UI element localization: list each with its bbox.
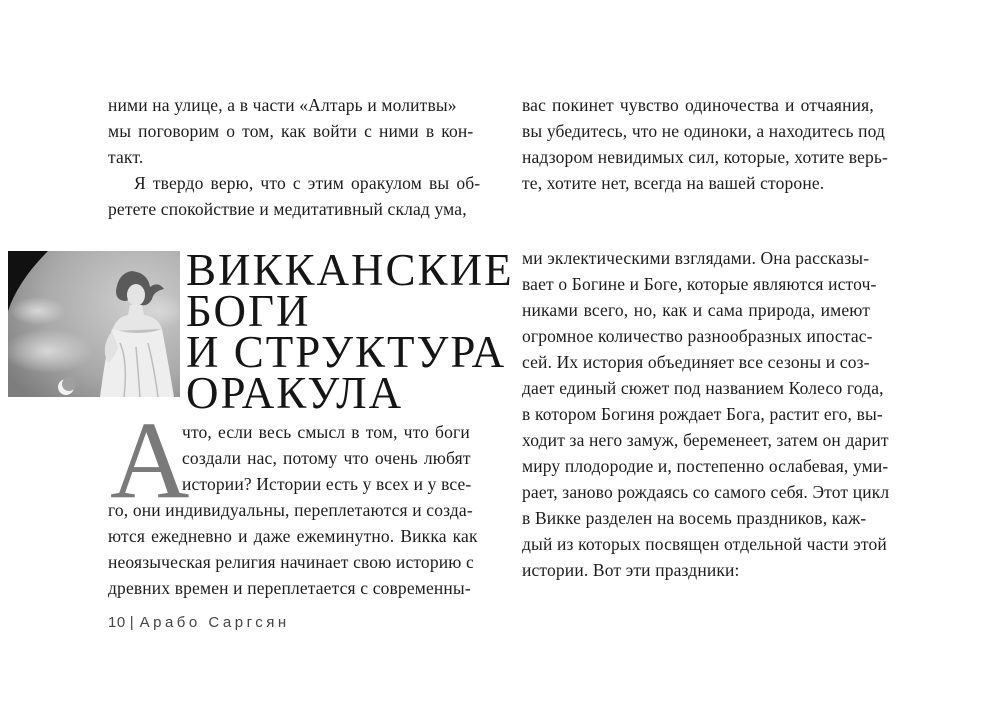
- text-line: вас покинет чувство одиночества и отчаяния,: [522, 95, 874, 115]
- text-line: истории? Истории есть у всех и у все-: [182, 474, 472, 494]
- text-line: ходит за него замуж, беременеет, затем он дарит: [522, 430, 889, 450]
- heading-line: ОРАКУЛА: [186, 368, 404, 418]
- drop-cap: А: [110, 399, 190, 521]
- page-number: 10: [108, 614, 126, 631]
- text-line: ретете спокойствие и медитативный склад ума,: [108, 199, 467, 219]
- text-line: такт.: [108, 147, 144, 167]
- text-line: ются ежедневно и даже ежеминутно. Викка как: [108, 526, 478, 546]
- text-line: неоязыческая религия начинает свою историю с: [108, 552, 474, 572]
- text-line: в котором Богиня рождает Бога, растит его, вы-: [522, 404, 883, 424]
- text-line: те, хотите нет, всегда на вашей стороне.: [522, 173, 825, 193]
- text-line: миру плодородие и, постепенно ослабевая, уми-: [522, 456, 889, 476]
- text-line: рает, заново рождаясь со самого себя. Этот цикл: [522, 482, 890, 502]
- text-line: го, они индивидуальны, переплетаются и созда-: [108, 500, 473, 520]
- text-line: дает единый сюжет под названием Колесо года,: [522, 378, 884, 398]
- text-line: истории. Вот эти праздники:: [522, 560, 740, 580]
- text-line: дый из которых посвящен отдельной части этой: [522, 534, 887, 554]
- text-line: древних времен и переплетается с современны-: [108, 578, 471, 598]
- text-line: вы убедитесь, что не одиноки, а находитесь под: [522, 121, 886, 141]
- text-line: огромное количество разнообразных ипостас-: [522, 326, 873, 346]
- text-line: ними на улице, а в части «Алтарь и молитвы»: [108, 95, 457, 115]
- text-line: никами всего, но, как и сама природа, имеют: [522, 300, 871, 320]
- heading-line: ВИККАНСКИЕ: [186, 245, 514, 295]
- heading-line: И СТРУКТУРА: [186, 327, 507, 377]
- text-line: ми эклектическими взглядами. Она рассказы-: [522, 248, 870, 268]
- text-line: создали нас, потому что очень любят: [182, 448, 471, 468]
- text-line: надзором невидимых сил, которые, хотите верь-: [522, 147, 888, 167]
- text-line: вает о Богине и Боге, которые являются источ-: [522, 274, 877, 294]
- page-footer: [108, 612, 290, 634]
- author-name: Арабо Саргсян: [139, 614, 290, 631]
- woman-with-moon-illustration: [8, 251, 180, 397]
- footer-separator: |: [129, 614, 134, 631]
- text-line: в Викке разделен на восемь праздников, каж-: [522, 508, 867, 528]
- text-line: что, если весь смысл в том, что боги: [182, 422, 470, 442]
- text-line: мы поговорим о том, как войти с ними в кон-: [108, 121, 474, 141]
- text-line: Я твердо верю, что с этим оракулом вы об-: [134, 173, 481, 193]
- text-line: сей. Их история объединяет все сезоны и соз-: [522, 352, 870, 372]
- heading-line: БОГИ: [186, 286, 311, 336]
